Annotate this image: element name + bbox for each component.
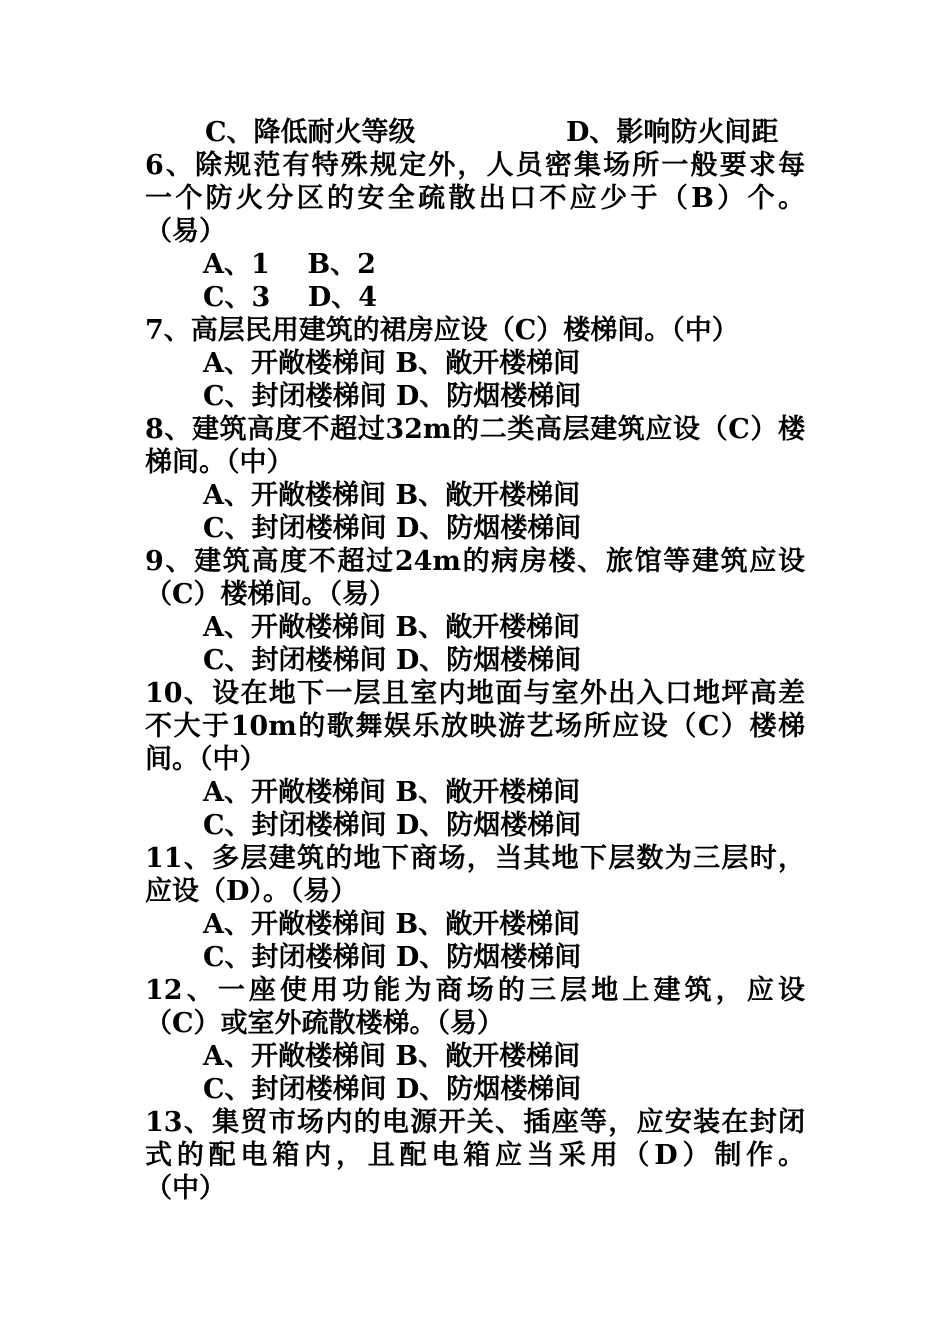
question-9-line-1: 9、建筑高度不超过24m的病房楼、旅馆等建筑应设 [145,546,805,577]
question-11-options-cd: C、封闭楼梯间 D、防烟楼梯间 [203,942,582,973]
question-10-options-cd: C、封闭楼梯间 D、防烟楼梯间 [203,810,582,841]
question-10-line-3: 间。（中） [145,744,267,775]
question-13-line-2: 式的配电箱内，且配电箱应当采用（D）制作。 [145,1140,805,1171]
question-10-line-1: 10、设在地下一层且室内地面与室外出入口地坪高差 [145,678,805,709]
question-8-options-ab: A、开敞楼梯间 B、敞开楼梯间 [203,480,581,511]
question-8-line-2: 梯间。（中） [145,447,294,478]
question-12-options-ab: A、开敞楼梯间 B、敞开楼梯间 [203,1041,581,1072]
question-13-line-3: （中） [145,1173,226,1204]
question-9-line-2: （C）楼梯间。（易） [145,579,396,610]
option-c-top: C、降低耐火等级 [205,117,416,148]
question-6-options-ab: A、1 B、2 [203,249,376,280]
question-12-line-2: （C）或室外疏散楼梯。（易） [145,1008,504,1039]
question-8-line-1: 8、建筑高度不超过32m的二类高层建筑应设（C）楼 [145,414,805,445]
question-6-line-3: （易） [145,216,226,247]
question-7-options-cd: C、封闭楼梯间 D、防烟楼梯间 [203,381,582,412]
option-d-top: D、影响防火间距 [566,117,779,148]
question-10-options-ab: A、开敞楼梯间 B、敞开楼梯间 [203,777,581,808]
question-10-line-2: 不大于10m的歌舞娱乐放映游艺场所应设（C）楼梯 [145,711,805,742]
question-13-line-1: 13、集贸市场内的电源开关、插座等，应安装在封闭 [145,1107,805,1138]
question-9-options-cd: C、封闭楼梯间 D、防烟楼梯间 [203,645,582,676]
question-7-line-1: 7、高层民用建筑的裙房应设（C）楼梯间。（中） [145,315,739,346]
question-6-line-1: 6、除规范有特殊规定外，人员密集场所一般要求每 [145,150,805,181]
question-6-line-2: 一个防火分区的安全疏散出口不应少于（B）个。 [145,183,805,214]
question-9-options-ab: A、开敞楼梯间 B、敞开楼梯间 [203,612,581,643]
question-6-options-cd: C、3 D、4 [203,282,378,313]
question-11-line-1: 11、多层建筑的地下商场，当其地下层数为三层时， [145,843,805,874]
question-12-options-cd: C、封闭楼梯间 D、防烟楼梯间 [203,1074,582,1105]
question-11-line-2: 应设（D）。（易） [145,876,358,907]
question-12-line-1: 12、一座使用功能为商场的三层地上建筑，应设 [145,975,805,1006]
question-11-options-ab: A、开敞楼梯间 B、敞开楼梯间 [203,909,581,940]
question-7-options-ab: A、开敞楼梯间 B、敞开楼梯间 [203,348,581,379]
question-8-options-cd: C、封闭楼梯间 D、防烟楼梯间 [203,513,582,544]
